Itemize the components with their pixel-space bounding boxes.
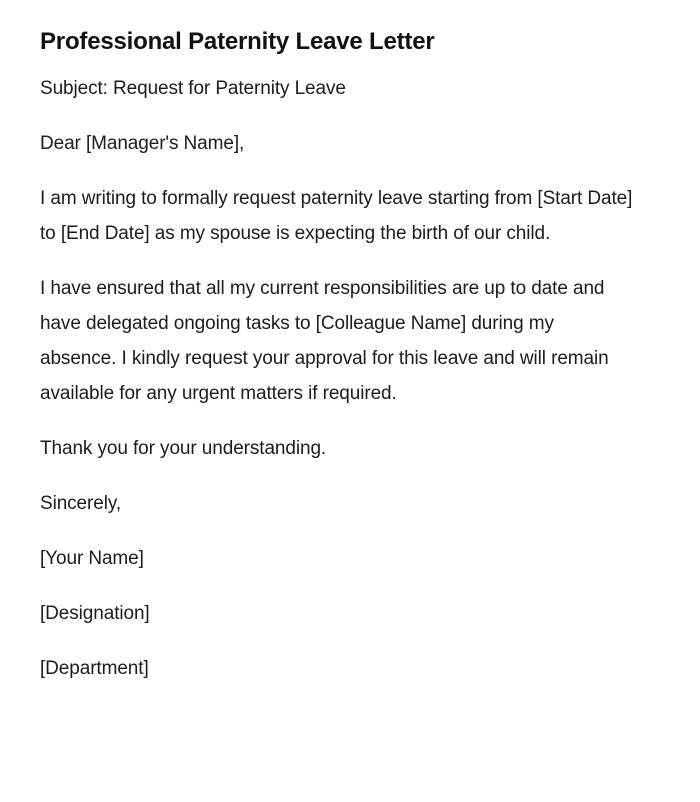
salutation-line: Dear [Manager's Name],	[40, 133, 245, 154]
body-paragraph-1: I am writing to formally request paternity leave starting from [Start Date] to [End Date] as my spouse is expecting the birth of our child.	[40, 188, 633, 244]
body-paragraph-2: I have ensured that all my current responsibilities are up to date and have delegated ongoing tasks to [Colleague Name] during my absence. I kindly request your approval for this leave and will remain available for any urgent matters if required.	[40, 278, 609, 404]
signature-designation-placeholder: [Designation]	[40, 603, 150, 624]
signature-department-placeholder: [Department]	[40, 658, 149, 679]
subject-line: Subject: Request for Paternity Leave	[40, 78, 346, 99]
page-title: Professional Paternity Leave Letter	[40, 28, 435, 55]
signature-name-placeholder: [Your Name]	[40, 548, 144, 569]
sign-off-line: Sincerely,	[40, 493, 122, 514]
closing-thanks-line: Thank you for your understanding.	[40, 438, 327, 459]
